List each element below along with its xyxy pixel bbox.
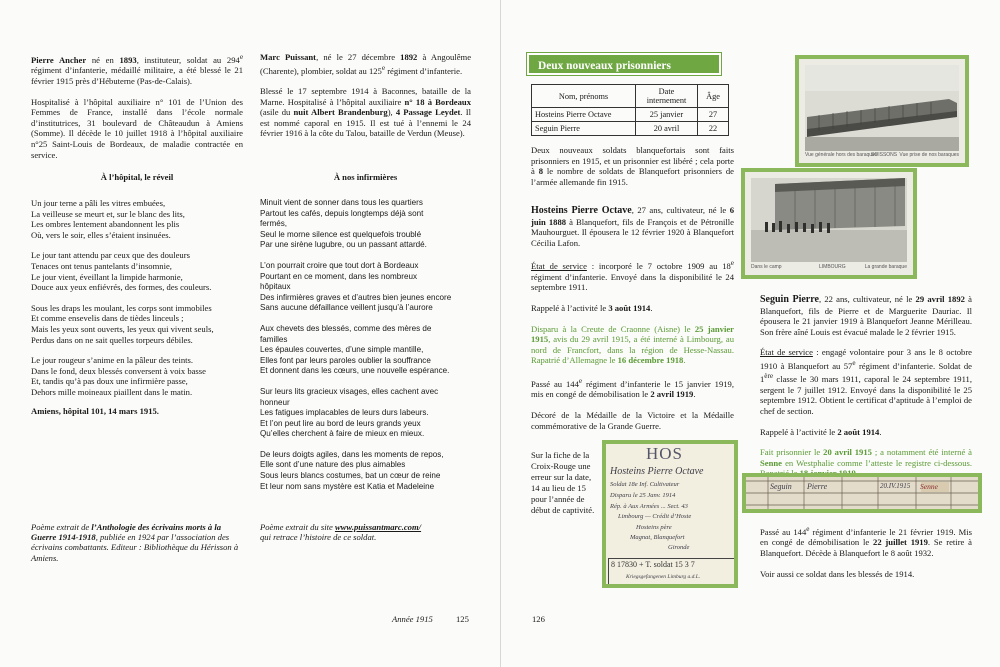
poem-line: fermés, [260, 219, 287, 229]
poem-line: Douce aux yeux enfiévrés, des formes, des couleurs. [31, 282, 212, 293]
photo1-caption-right: Vue prise de nos baraques [899, 152, 959, 158]
hosteins-bio: Hosteins Pierre Octave, 27 ans, cultivateur, né le 6 juin 1888 à Blanquefort, fils de François et de Pétronille Mauhourguet. Il épousera le 12 février 1920 à Blanquefort Cécilia Lafon. [531, 205, 734, 248]
seguin-service: État de service : engagé volontaire pour 3 ans le 8 octobre 1910 à Blanquefort au 57e régiment d’infanterie. Soldat de 1ère classe le 30 mars 1911, caporal le 24 septembre 1911, sergent le 7 juillet 1912. Envoyé dans la disponibilité le 25 septembre 1912. Obtient le certificat d’aptitude à l’emploi de chef de section. [760, 347, 972, 417]
seguin-bio: Seguin Pierre, 22 ans, cultivateur, né le 29 avril 1892 à Blanquefort, fils de Pierre et de Marguerite Dauriac. Il épousera le 21 janvier 1919 à Blanquefort Jeanne Mérilleau. Son frère aîné Louis est évacué malade le 2 février 1915. [760, 294, 972, 337]
poem-line: Aux chevets des blessés, comme des mères de [260, 323, 432, 333]
poem-line: Pourtant en ce moment, dans les nombreux [260, 271, 418, 281]
page-number-left: 125 [456, 614, 469, 624]
poem-line: Le jour rougeur s’anime en la pâleur des teints. [31, 355, 194, 366]
photo1-caption-left: Vue générale hors des baraques [805, 152, 878, 158]
red-cross-card: HOS Hosteins Pierre Octave Soldat 18e Inf. Cultivateur Disparu le 25 Janv. 1914 Rép. à Aux Armées ... Sect. 43 Limbourg — Crédit d’Hoste Hosteins père Magnat, Blanquefort Gironde 8 17830 + T. soldat 15 3 7 Kriegsgefangenen Limburg a.d.L. [602, 440, 738, 588]
photo2-code: LIMBOURG [819, 264, 846, 270]
col-header-name: Nom, prénoms [532, 85, 636, 108]
poem-line: Et comme ensevelis dans de tièdes linceuls ; [31, 313, 184, 324]
prisoners-table [531, 84, 729, 136]
puissant-link[interactable]: www.puissantmarc.com/ [334, 522, 422, 532]
poem-line: Par une sirène lugubre, ou un passant attardé. [260, 240, 427, 250]
seguin-end [760, 524, 972, 589]
poem-stanza [260, 198, 474, 251]
poem-line: honneur [260, 397, 290, 407]
poem-line: Elles font par leurs paroles oublier la souffrance [260, 355, 431, 365]
poem-line: De leurs doigts agiles, dans les moments de repos, [260, 449, 444, 459]
page-number-right: 126 [532, 614, 545, 624]
seguin-captivity: Fait prisonnier le 20 avril 1915 ; a notamment été interné à Senne en Westphalie comme l’atteste le registre ci-dessous. [760, 447, 972, 468]
poem-stanza [31, 355, 245, 397]
photo2-caption-left: Dans le camp [751, 264, 782, 270]
poem-line: Et donnent dans les cœurs, une nouvelle espérance. [260, 366, 450, 376]
register-camp: Senne [920, 482, 938, 491]
poem-stanza [260, 324, 474, 377]
poem-line: Sur leurs lits gracieux visages, elles cachent avec [260, 386, 439, 396]
ancher-hospital: Hospitalisé à l’hôpital auxiliaire n° 101 de l’Union des Femmes de France, installé dans l’école normale d’institutrices, 31 boulevard de Châteaudun à Amiens (Somme). Il décède le 10 juillet 1918 à l’hôpital auxiliaire n°25 Saint-Louis de Bordeaux, de maladie contractée en service. [31, 96, 243, 160]
col-header-date: Date internement [636, 85, 698, 108]
hosteins-recall: Rappelé à l’activité le 3 août 1914. [531, 303, 653, 314]
poem-line: Minuit vient de sonner dans tous les quartiers [260, 198, 423, 207]
poem-stanza [31, 198, 245, 240]
poem-line: Mais les yeux sont ouverts, les yeux qui vivent seuls, [31, 323, 214, 334]
poem-line: Les ombres lentement abandonnent les plis [31, 219, 180, 230]
poem2-credit: Poème extrait du site www.puissantmarc.com/ qui retrace l’histoire de ce soldat. [260, 522, 422, 543]
photo2-caption-right: La grande baraque [864, 264, 907, 270]
hosteins-section [531, 205, 734, 441]
register-name: Seguin [770, 482, 792, 491]
poem-line: Sous les draps les moulant, les corps sont immobiles [31, 302, 212, 313]
camp-photo-1 [795, 55, 969, 167]
poem-line: Et l’on peut lire au bord de leurs grands yeux [260, 418, 421, 428]
ancher-bio [31, 52, 243, 170]
poem-line: Sous leurs blancs costumes, bat un cœur de reine [260, 471, 441, 481]
seguin-section [760, 294, 972, 489]
poem-line: Un jour terne a pâli les vitres embuées, [31, 198, 166, 208]
poem2-title: À nos infirmières [333, 172, 398, 182]
col-header-age: Âge [698, 85, 729, 108]
poem-line: Des infirmières graves et d’autres bien jeunes encore [260, 292, 452, 302]
poem-line: Le jour tant attendu par ceux que des douleurs [31, 250, 190, 261]
poem-stanza [260, 450, 474, 492]
hosteins-missing: Disparu à la Creute de Craonne (Aisne) le 25 janvier 1915, avis du 29 avril 1915, a été interné à Limbourg, au nord de Francfort, dans la région de Hesse-Nassau. Rapatrié d’Allemagne le 16 décembre 1918. [531, 323, 734, 366]
poem-stanza [31, 250, 245, 292]
section-banner: Deux nouveaux prisonniers [527, 53, 721, 75]
poem1 [31, 198, 245, 408]
poem-line: Qu’elles cherchent à faire de mieux en mieux. [260, 429, 425, 439]
footer-year: Année 1915 [392, 614, 433, 624]
poem-line: Le jour vient, éveillant la limpide harmonie, [31, 271, 183, 282]
poem-stanza [31, 303, 245, 345]
puissant-intro: Marc Puissant, né le 27 décembre 1892 à Angoulême (Charente), plombier, soldat au 125e régiment d’infanterie. [260, 52, 472, 76]
table-header-row [532, 85, 729, 108]
puissant-bio [260, 52, 471, 149]
puissant-wound: Blessé le 17 septembre 1914 à Baconnes, bataille de la Marne. Hospitalisé à l’hôpital auxiliaire n° 18 à Bordeaux (asile du nuit Albert Brandenburg), 4 Passage Leydet. Il est nommé caporal en 1915. Il est tué à l’ennemi le 24 février 1916 à la côte du Talou, bataille de Verdun (Meuse). [260, 86, 471, 139]
poem-line: Dans le fond, deux blessés conversent à voix basse [31, 365, 206, 376]
poem-line: Seul le morne silence est quelquefois troublé [260, 229, 422, 239]
register-strip [742, 473, 982, 513]
table-row: Hosteins Pierre Octave 25 janvier 27 [532, 108, 729, 122]
hosteins-medal: Décoré de la Médaille de la Victoire et la Médaille commémorative de la Grande Guerre. [531, 410, 734, 431]
poem1-title: À l’hôpital, le réveil [100, 172, 174, 182]
poem-line: L’on pourrait croire que tout dort à Bordeaux [260, 260, 419, 270]
poem-line: Et leur nom sans mystère est Katia et Madeleine [260, 481, 435, 491]
poem-line: Partout les cafés, depuis longtemps déjà sont [260, 208, 424, 218]
card-stamp: HOS [646, 444, 684, 463]
poem-line: Les fatigues implacables de leurs durs labeurs. [260, 408, 429, 418]
table-row: Seguin Pierre 20 avril 22 [532, 122, 729, 136]
seguin-see-also: Voir aussi ce soldat dans les blessés de 1914. [760, 568, 915, 579]
poem1-signature: Amiens, hôpital 101, 14 mars 1915. [31, 406, 159, 416]
camp-photo-2-image [745, 172, 913, 275]
poem-stanza [260, 387, 474, 440]
intro-text: Deux nouveaux soldats blanquefortais sont faits prisonniers en 1915, et un prisonnier est libéré ; cela porte à 8 le nombre de soldats de Blanquefort prisonniers de l’armée allemande fin 1915. [531, 145, 734, 187]
poem-line: Tenaces ont tenus pantelants d’insomnie, [31, 260, 172, 271]
photo1-code: SOISSONS [871, 152, 898, 158]
poem-line: Et, tandis qu’à pas doux une infirmière passe, [31, 376, 188, 387]
poem-line: Où, vers le soir, elles s’étaient insinuées. [31, 229, 171, 240]
hosteins-service: État de service : incorporé le 7 octobre 1909 au 18e régiment d’infanterie. Envoyé dans la disponibilité le 24 septembre 1911. [531, 259, 734, 293]
poem-line: La veilleuse se meurt et, sur le blanc des lits, [31, 208, 185, 219]
seguin-demob: Passé au 144e régiment d’infanterie le 21 février 1919. Mis en congé de démobilisation le 22 juillet 1919. Se retire à Blanquefort. Décède à Blanquefort le 8 août 1932. [760, 525, 972, 559]
register-date: 20.IV.1915 [880, 482, 911, 490]
seguin-recall: Rappelé à l’activité le 2 août 1914. [760, 426, 882, 437]
poem-line: hôpitaux [260, 282, 291, 292]
poem-line: Elle sont d’une nature des plus aimables [260, 460, 406, 470]
croix-rouge-note: Sur la fiche de la Croix-Rouge une erreur sur la date, 14 au lieu de 15 pour l’année de début de captivité. [531, 450, 595, 515]
register-first: Pierre [807, 482, 828, 491]
poem-line: Perdus dans on ne sait quelles torpeurs débiles. [31, 334, 193, 345]
ancher-intro: Pierre Ancher né en 1893, instituteur, soldat au 294e régiment d’infanterie, médaillé militaire, a été blessé le 21 février 1915 près d’Hébuterne (Pas-de-Calais). [31, 53, 243, 87]
poem-line: Dehors mille moineaux piaillent dans le matin. [31, 386, 193, 397]
poem-line: Les épaules couvertes, d’une simple mantille, [260, 345, 424, 355]
camp-photo-2 [741, 168, 917, 279]
poem-stanza [260, 261, 474, 314]
poem1-credit: Poème extrait de l’Anthologie des écrivains morts à la Guerre 1914-1918, publiée en 1924 par l’association des écrivains combattants. Editeur : Bibliothèque du Hérisson à Amiens. [31, 522, 239, 563]
poem-line: familles [260, 334, 288, 344]
poem-line: Sans aucune défaillance veillent jusqu’à l’aurore [260, 303, 433, 313]
poem2 [260, 198, 474, 502]
hosteins-demob: Passé au 144e régiment d’infanterie le 15 janvier 1919, mis en congé de démobilisation le 2 avril 1919. [531, 376, 734, 400]
camp-photo-1-image [799, 59, 965, 163]
